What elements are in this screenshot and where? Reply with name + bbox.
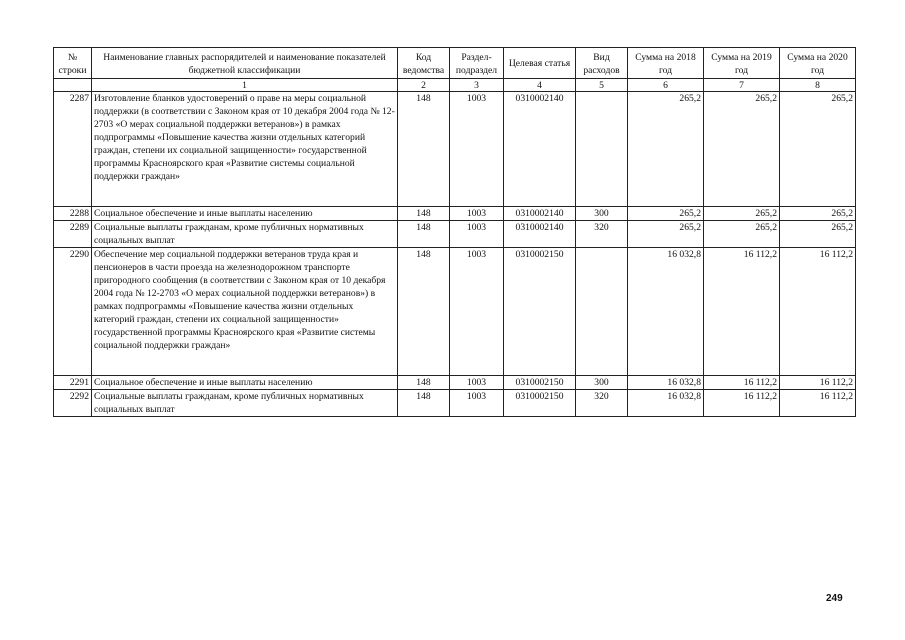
row-name: Социальные выплаты гражданам, кроме публичных нормативных социальных выплат [92,390,398,417]
row-sum-2020: 265,2 [780,207,856,221]
row-ved: 148 [398,390,450,417]
header-statya: Целевая статья [504,48,576,79]
row-sum-2018: 265,2 [628,207,704,221]
row-sum-2019: 265,2 [704,92,780,207]
header-name: Наименование главных распорядителей и наименование показателей бюджетной классификации [92,48,398,79]
row-sum-2018: 265,2 [628,221,704,248]
row-razdel: 1003 [450,376,504,390]
row-number: 2292 [54,390,92,417]
column-number: 4 [504,79,576,92]
row-number: 2290 [54,248,92,376]
row-sum-2019: 265,2 [704,221,780,248]
row-vid [576,92,628,207]
row-sum-2020: 16 112,2 [780,390,856,417]
column-number-row [54,79,856,92]
column-number-empty [54,79,92,92]
row-razdel: 1003 [450,207,504,221]
row-razdel: 1003 [450,390,504,417]
row-number: 2287 [54,92,92,207]
row-sum-2019: 16 112,2 [704,390,780,417]
row-ved: 148 [398,92,450,207]
row-number: 2288 [54,207,92,221]
row-name: Обеспечение мер социальной поддержки ветеранов труда края и пенсионеров в части проезда на железнодорожном транспорте пригородного сообщения (в соответствии с Законом края от 10 декабря 2004 года № 12-2703 «О мерах социальной поддержки ветеранов») в рамках подпрограммы «Повышение качества жизни отдельных категорий граждан, степени их социальной защищенности» государственной программы Красноярского края «Развитие системы социальной поддержки граждан» [92,248,398,376]
row-sum-2018: 16 032,8 [628,376,704,390]
column-number: 7 [704,79,780,92]
row-ved: 148 [398,207,450,221]
row-statya: 0310002150 [504,376,576,390]
row-razdel: 1003 [450,92,504,207]
row-sum-2018: 16 032,8 [628,248,704,376]
table-row [54,92,856,207]
column-number: 2 [398,79,450,92]
table-row [54,248,856,376]
row-vid: 300 [576,207,628,221]
row-name: Социальное обеспечение и иные выплаты населению [92,376,398,390]
header-sum-2020: Сумма на 2020 год [780,48,856,79]
row-ved: 148 [398,221,450,248]
header-row-number: № строки [54,48,92,79]
row-sum-2020: 16 112,2 [780,248,856,376]
row-ved: 148 [398,248,450,376]
row-vid [576,248,628,376]
row-razdel: 1003 [450,248,504,376]
row-statya: 0310002140 [504,92,576,207]
column-number: 1 [92,79,398,92]
row-sum-2020: 265,2 [780,221,856,248]
row-number: 2291 [54,376,92,390]
table-row [54,376,856,390]
row-sum-2018: 16 032,8 [628,390,704,417]
column-number: 3 [450,79,504,92]
table-row [54,207,856,221]
table-row [54,221,856,248]
row-razdel: 1003 [450,221,504,248]
header-ved: Код ведомства [398,48,450,79]
row-statya: 0310002140 [504,207,576,221]
header-row [54,48,856,79]
budget-table [53,47,856,417]
row-number: 2289 [54,221,92,248]
row-name: Социальное обеспечение и иные выплаты населению [92,207,398,221]
header-razdel: Раздел-подраздел [450,48,504,79]
row-vid: 300 [576,376,628,390]
row-name: Изготовление бланков удостоверений о праве на меры социальной поддержки (в соответствии с Законом края от 10 декабря 2004 года № 12-2703 «О мерах социальной поддержки ветеранов») в рамках подпрограммы «Повышение качества жизни отдельных категорий граждан, степени их социальной защищенности» государственной программы Красноярского края «Развитие системы социальной поддержки граждан» [92,92,398,207]
header-sum-2019: Сумма на 2019 год [704,48,780,79]
row-ved: 148 [398,376,450,390]
row-statya: 0310002150 [504,390,576,417]
page-number: 249 [826,593,843,604]
row-sum-2019: 16 112,2 [704,376,780,390]
header-sum-2018: Сумма на 2018 год [628,48,704,79]
header-vid: Вид расходов [576,48,628,79]
row-name: Социальные выплаты гражданам, кроме публичных нормативных социальных выплат [92,221,398,248]
column-number: 6 [628,79,704,92]
row-sum-2020: 265,2 [780,92,856,207]
column-number: 8 [780,79,856,92]
row-statya: 0310002150 [504,248,576,376]
table-row [54,390,856,417]
column-number: 5 [576,79,628,92]
row-statya: 0310002140 [504,221,576,248]
row-sum-2020: 16 112,2 [780,376,856,390]
row-vid: 320 [576,221,628,248]
row-sum-2019: 265,2 [704,207,780,221]
row-vid: 320 [576,390,628,417]
row-sum-2019: 16 112,2 [704,248,780,376]
row-sum-2018: 265,2 [628,92,704,207]
